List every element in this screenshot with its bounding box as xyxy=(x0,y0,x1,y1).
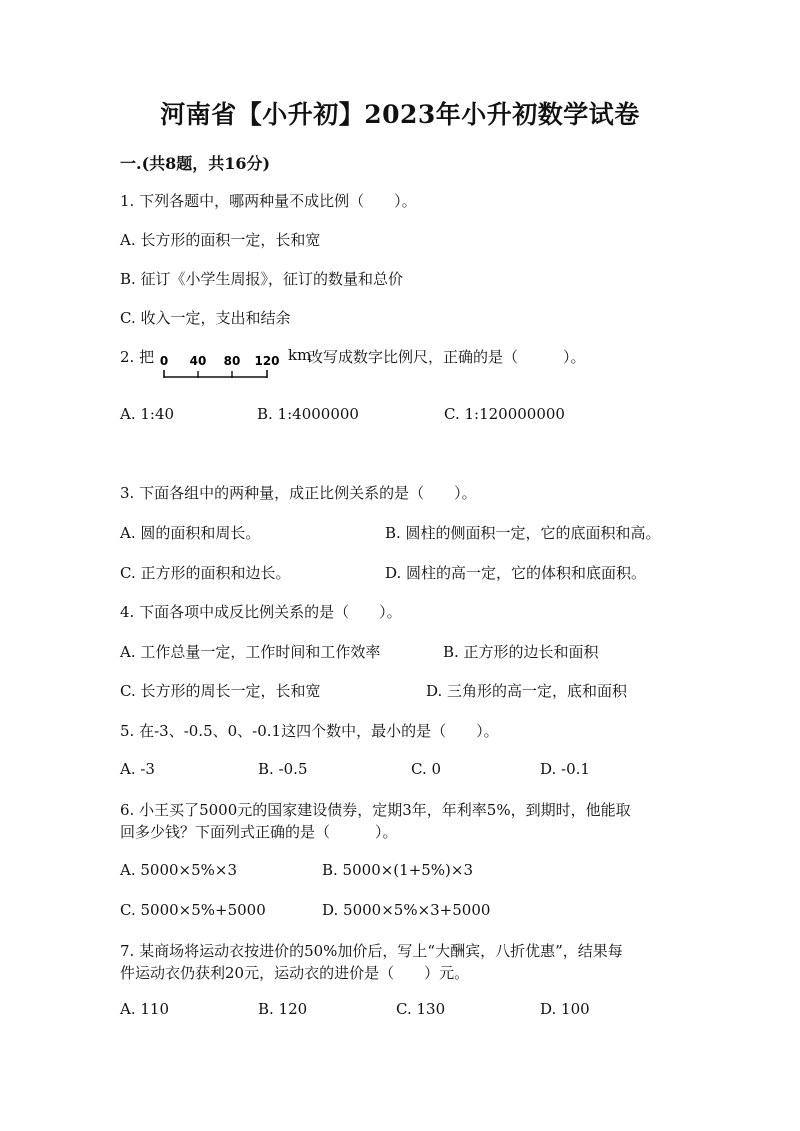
question-1-stem: 1. 下列各题中，哪两种量不成比例（ ）。 xyxy=(120,192,417,210)
question-5-stem: 5. 在-3、-0.5、0、-0.1这四个数中，最小的是（ ）。 xyxy=(120,722,499,740)
scale-unit-label: km xyxy=(288,346,312,364)
question-4-option-d: D. 三角形的高一定，底和面积 xyxy=(426,682,628,700)
page-title: 河南省【小升初】2023年小升初数学试卷 xyxy=(160,100,640,129)
section-heading: 一.(共8题，共16分) xyxy=(120,154,271,173)
question-2-option-c: C. 1:120000000 xyxy=(444,405,565,423)
question-6-option-d: D. 5000×5%×3+5000 xyxy=(322,901,491,919)
question-7-option-b: B. 120 xyxy=(258,1000,308,1018)
question-6-stem-line-2: 回多少钱？下面列式正确的是（ ）。 xyxy=(120,823,398,841)
question-2-option-a: A. 1:40 xyxy=(120,405,175,423)
question-4-option-c: C. 长方形的周长一定，长和宽 xyxy=(120,682,321,700)
question-5-option-c: C. 0 xyxy=(411,760,442,778)
question-3-option-a: A. 圆的面积和周长。 xyxy=(120,524,261,542)
question-6-option-c: C. 5000×5%+5000 xyxy=(120,901,266,919)
question-3-option-d: D. 圆柱的高一定，它的体积和底面积。 xyxy=(385,564,647,582)
question-5-option-a: A. -3 xyxy=(120,760,155,778)
question-4-option-a: A. 工作总量一定，工作时间和工作效率 xyxy=(120,643,381,661)
scale-tick-label: 80 xyxy=(223,354,241,368)
question-6-option-a: A. 5000×5%×3 xyxy=(120,861,238,879)
question-7-option-a: A. 110 xyxy=(120,1000,169,1018)
question-1-option-c: C. 收入一定，支出和结余 xyxy=(120,309,291,327)
question-7-option-d: D. 100 xyxy=(540,1000,590,1018)
scale-tick-label: 120 xyxy=(254,354,280,368)
question-2-option-b: B. 1:4000000 xyxy=(257,405,359,423)
scale-bar-diagram xyxy=(157,353,287,383)
question-1-option-a: A. 长方形的面积一定，长和宽 xyxy=(120,231,321,249)
question-6-option-b: B. 5000×(1+5%)×3 xyxy=(322,861,474,879)
question-5-option-b: B. -0.5 xyxy=(258,760,308,778)
question-7-option-c: C. 130 xyxy=(396,1000,446,1018)
question-1-option-b: B. 征订《小学生周报》，征订的数量和总价 xyxy=(120,270,404,288)
question-4-option-b: B. 正方形的边长和面积 xyxy=(443,643,599,661)
question-3-stem: 3. 下面各组中的两种量，成正比例关系的是（ ）。 xyxy=(120,484,477,502)
scale-tick-label: 0 xyxy=(159,354,169,368)
question-3-option-c: C. 正方形的面积和边长。 xyxy=(120,564,291,582)
question-5-option-d: D. -0.1 xyxy=(540,760,590,778)
scale-tick-label: 40 xyxy=(189,354,207,368)
question-2-stem-suffix: 改写成数字比例尺，正确的是（ ）。 xyxy=(308,348,586,366)
question-4-stem: 4. 下面各项中成反比例关系的是（ ）。 xyxy=(120,603,402,621)
question-7-stem-line-1: 7. 某商场将运动衣按进价的50%加价后，写上“大酬宾，八折优惠”，结果每 xyxy=(120,942,623,960)
question-3-option-b: B. 圆柱的侧面积一定，它的底面积和高。 xyxy=(385,524,661,542)
question-2-stem-prefix: 2. 把 xyxy=(120,348,155,366)
question-7-stem-line-2: 件运动衣仍获利20元，运动衣的进价是（ ）元。 xyxy=(120,964,470,982)
question-6-stem-line-1: 6. 小王买了5000元的国家建设债券，定期3年，年利率5%，到期时，他能取 xyxy=(120,801,631,819)
